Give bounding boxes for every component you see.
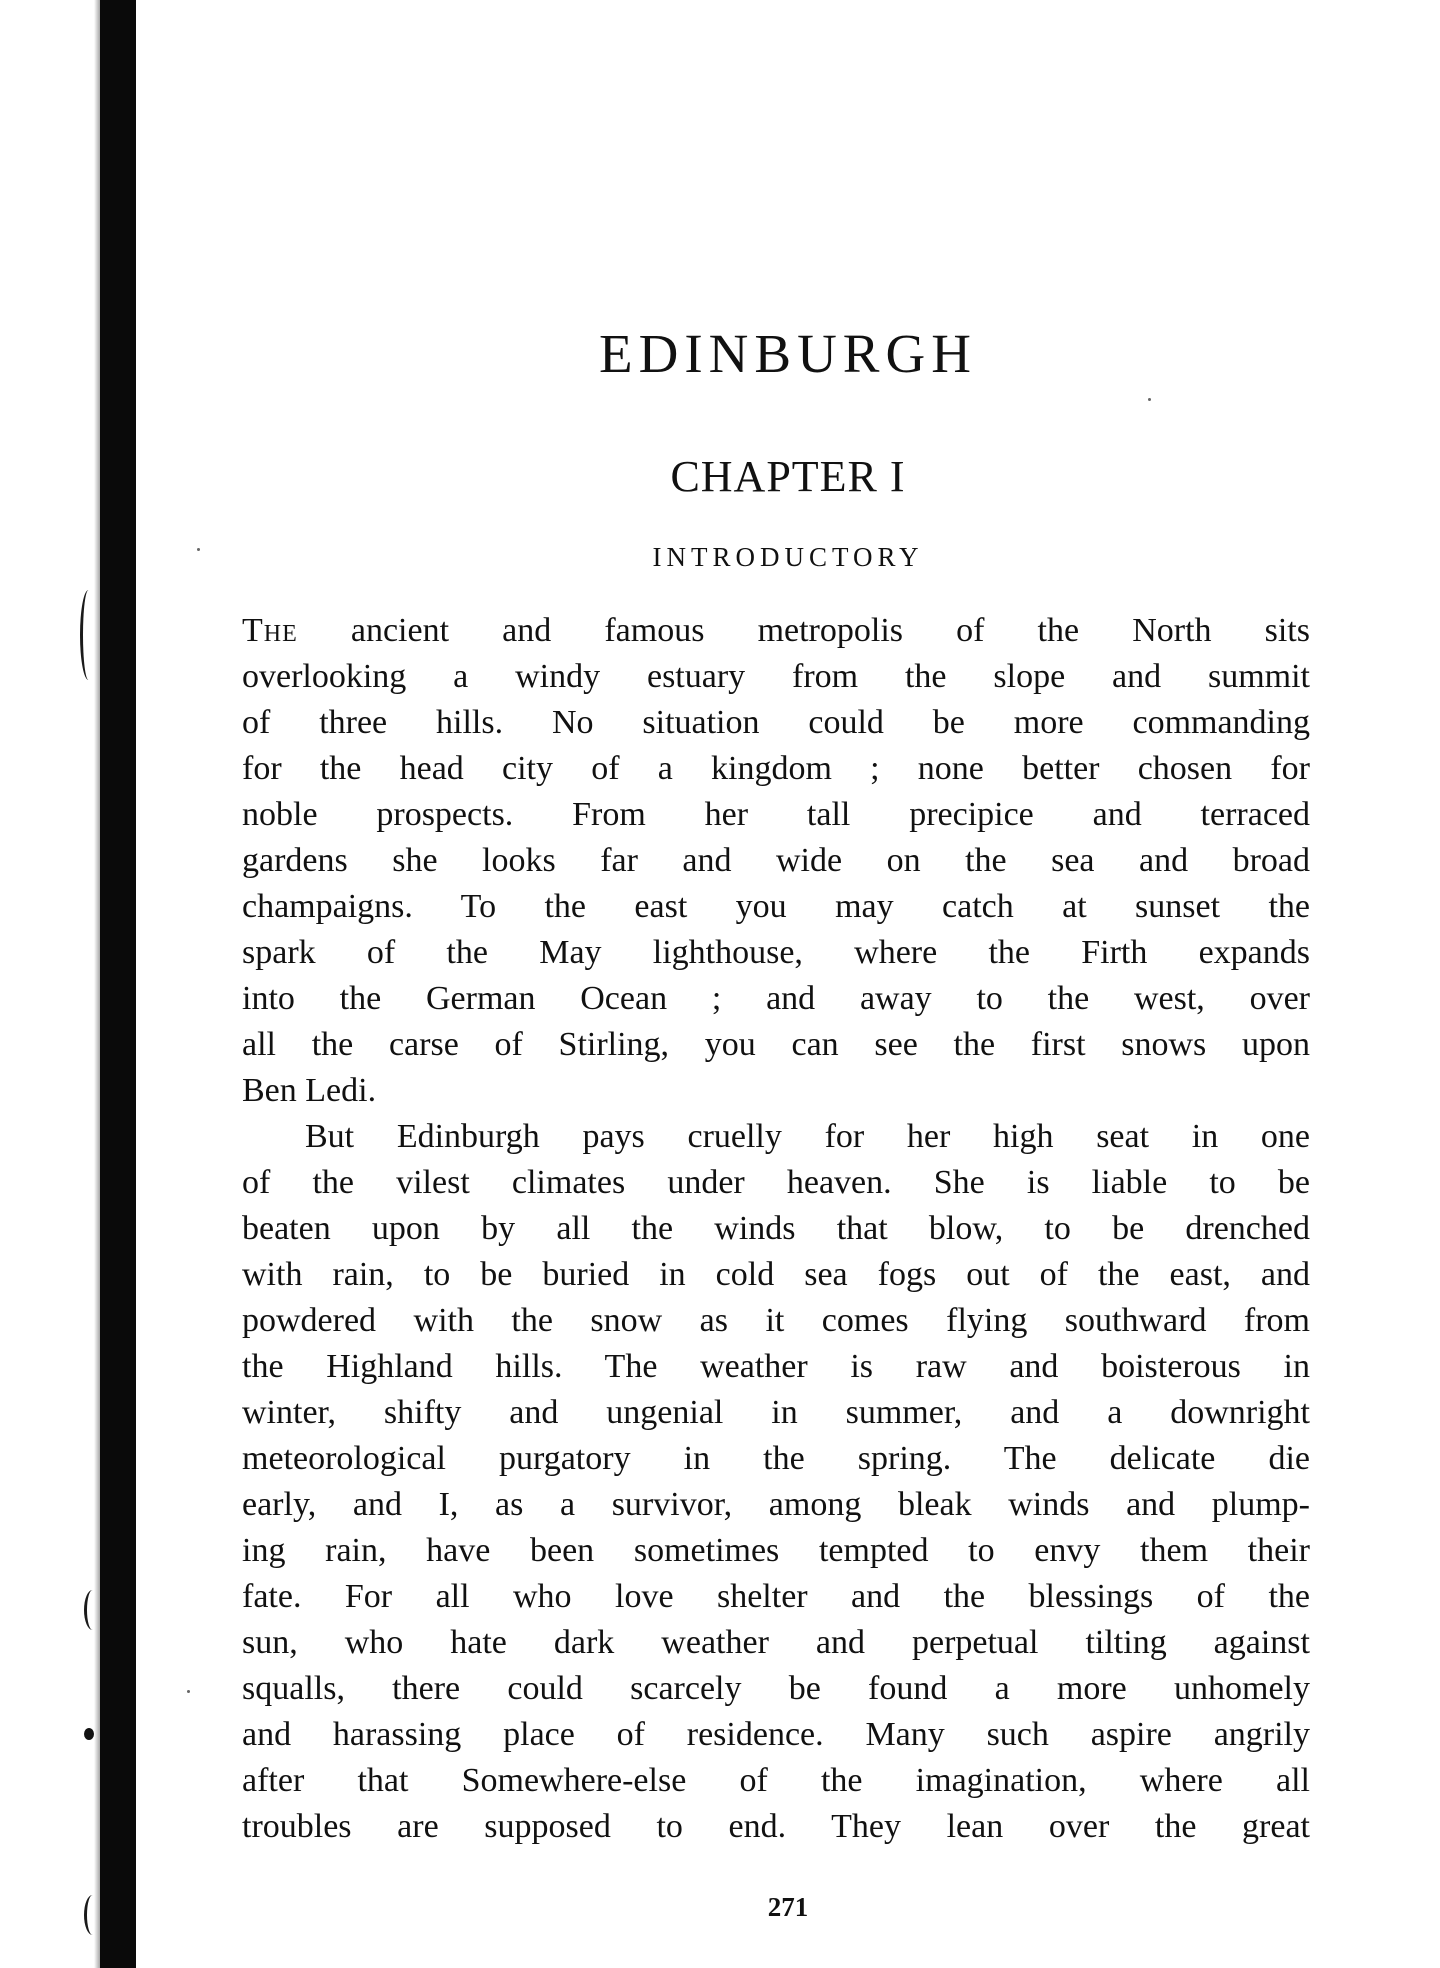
text-line: with rain, to be buried in cold sea fogs out of the east, and [242,1256,1310,1293]
chapter-title: CHAPTER I [670,452,906,501]
text-line: Ben Ledi. [242,1072,377,1109]
opening-word: The [242,612,298,649]
body-text [242,608,1310,1850]
text-line: all the carse of Stirling, you can see the first snows upon [242,1026,1310,1063]
book-title: EDINBURGH [599,323,977,384]
text-line: squalls, there could scarcely be found a more unhomely [242,1670,1310,1707]
text-line: But Edinburgh pays cruelly for her high seat in one [305,1118,1310,1155]
text-line: after that Somewhere-else of the imagination, where all [242,1762,1310,1799]
text-line: early, and I, as a survivor, among bleak winds and plump- [242,1486,1310,1523]
text-line: beaten upon by all the winds that blow, to be drenched [242,1210,1310,1247]
text-line: into the German Ocean ; and away to the west, over [242,980,1310,1017]
paragraph [242,608,1310,1114]
text-line-content: ancient and famous metropolis of the North sits [297,612,1310,649]
text-line: troubles are supposed to end. They lean over the great [242,1808,1310,1845]
text-line: fate. For all who love shelter and the blessings of the [242,1578,1310,1615]
text-line: of the vilest climates under heaven. She is liable to be [242,1164,1310,1201]
text-line: winter, shifty and ungenial in summer, and a downright [242,1394,1310,1431]
text-line: noble prospects. From her tall precipice and terraced [242,796,1310,833]
text-line: champaigns. To the east you may catch at sunset the [242,888,1310,925]
text-line [242,608,1310,654]
text-line: for the head city of a kingdom ; none better chosen for [242,750,1310,787]
text-line: overlooking a windy estuary from the slope and summit [242,658,1310,695]
paper-speck [187,1690,190,1693]
text-line: ing rain, have been sometimes tempted to envy them their [242,1532,1310,1569]
paragraph [242,1114,1310,1850]
binding-shadow-mark [80,590,97,680]
section-title: INTRODUCTORY [652,542,924,572]
text-line: and harassing place of residence. Many such aspire angrily [242,1716,1310,1753]
binding-shadow-mark [84,1590,101,1630]
paper-speck [1148,398,1151,401]
page-number: 271 [767,1892,809,1922]
text-line: the Highland hills. The weather is raw and boisterous in [242,1348,1310,1385]
book-binding-edge [100,0,136,1968]
text-line: gardens she looks far and wide on the sea and broad [242,842,1310,879]
text-line: meteorological purgatory in the spring. The delicate die [242,1440,1310,1477]
text-line: of three hills. No situation could be more commanding [242,704,1310,741]
binding-speck [84,1728,94,1740]
text-line: spark of the May lighthouse, where the Firth expands [242,934,1310,971]
text-line: powdered with the snow as it comes flying southward from [242,1302,1310,1339]
text-line: sun, who hate dark weather and perpetual tilting against [242,1624,1310,1661]
